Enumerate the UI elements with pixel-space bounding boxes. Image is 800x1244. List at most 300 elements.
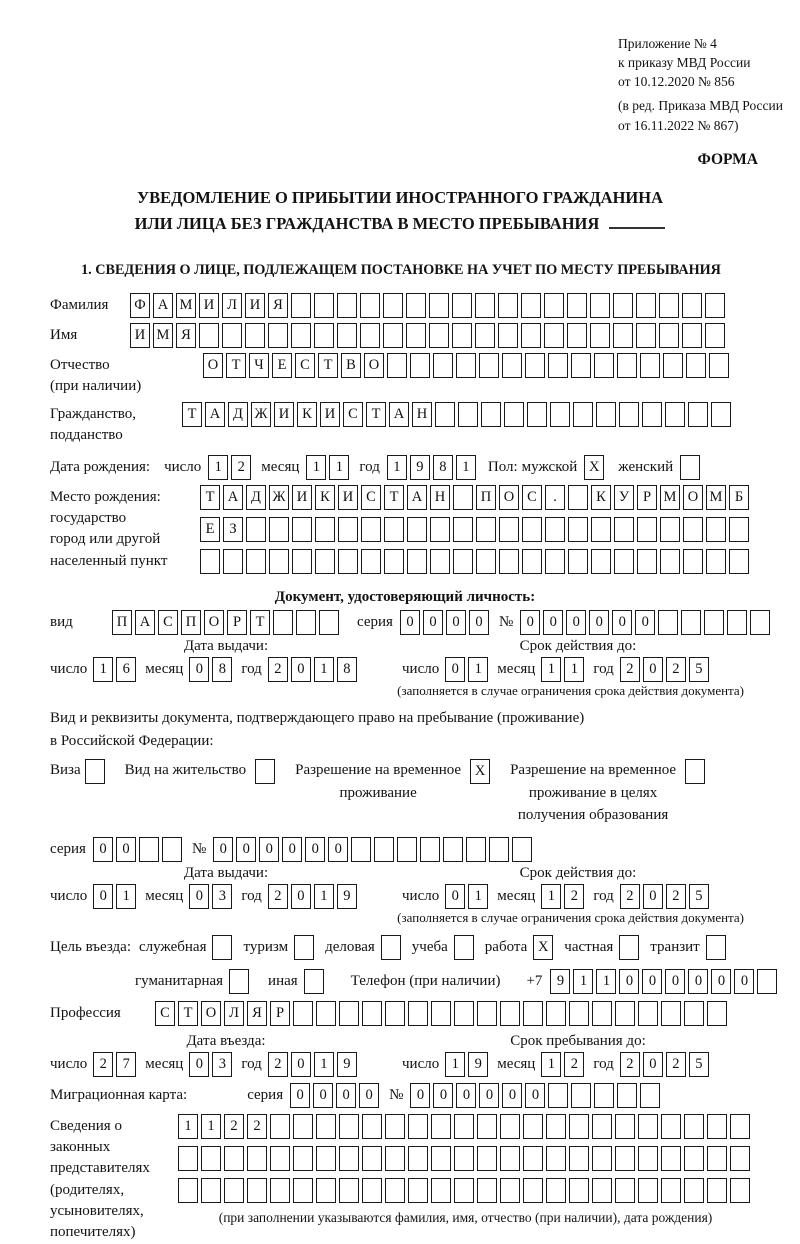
char-cell[interactable]: 0 (313, 1083, 333, 1108)
char-cell[interactable] (452, 293, 472, 318)
char-cell[interactable]: 2 (247, 1114, 267, 1139)
char-cell[interactable]: 0 (282, 837, 302, 862)
char-cell[interactable]: И (245, 293, 265, 318)
char-cell[interactable]: 2 (268, 1052, 288, 1077)
char-cell[interactable]: 2 (666, 1052, 686, 1077)
char-cell[interactable] (546, 1114, 566, 1139)
char-cell[interactable] (245, 323, 265, 348)
char-cell[interactable] (590, 323, 610, 348)
char-cell[interactable]: 2 (231, 455, 251, 480)
char-cell[interactable]: А (135, 610, 155, 635)
char-cell[interactable] (727, 610, 747, 635)
char-cell[interactable] (406, 293, 426, 318)
char-cell[interactable] (178, 1146, 198, 1171)
char-cell[interactable]: М (706, 485, 726, 510)
char-cell[interactable]: Н (430, 485, 450, 510)
identity-issue-month-input[interactable] (189, 657, 235, 682)
char-cell[interactable]: 1 (541, 1052, 561, 1077)
char-cell[interactable] (247, 1178, 267, 1203)
char-cell[interactable] (476, 549, 496, 574)
checkbox-cell[interactable]: X (470, 759, 490, 784)
char-cell[interactable] (571, 353, 591, 378)
purpose-business-checkbox[interactable] (381, 935, 404, 960)
char-cell[interactable] (139, 837, 159, 862)
char-cell[interactable]: Т (384, 485, 404, 510)
char-cell[interactable] (730, 1146, 750, 1171)
char-cell[interactable] (477, 1146, 497, 1171)
char-cell[interactable] (569, 1178, 589, 1203)
stay-day-input[interactable] (445, 1052, 491, 1077)
char-cell[interactable] (453, 517, 473, 542)
char-cell[interactable] (615, 1178, 635, 1203)
char-cell[interactable]: 0 (711, 969, 731, 994)
char-cell[interactable] (706, 549, 726, 574)
char-cell[interactable] (479, 353, 499, 378)
char-cell[interactable] (293, 1114, 313, 1139)
sex-male-checkbox[interactable] (584, 455, 607, 480)
char-cell[interactable] (269, 549, 289, 574)
char-cell[interactable]: 2 (564, 1052, 584, 1077)
char-cell[interactable] (568, 485, 588, 510)
char-cell[interactable] (545, 549, 565, 574)
char-cell[interactable] (431, 1114, 451, 1139)
char-cell[interactable]: У (614, 485, 634, 510)
char-cell[interactable] (178, 1178, 198, 1203)
identity-issue-day-input[interactable] (93, 657, 139, 682)
representatives-input-row1[interactable] (178, 1114, 753, 1139)
char-cell[interactable]: 0 (213, 837, 233, 862)
char-cell[interactable]: 0 (445, 884, 465, 909)
char-cell[interactable] (431, 1001, 451, 1026)
char-cell[interactable]: 0 (479, 1083, 499, 1108)
char-cell[interactable] (730, 1178, 750, 1203)
char-cell[interactable] (361, 517, 381, 542)
char-cell[interactable] (569, 1114, 589, 1139)
char-cell[interactable] (454, 1178, 474, 1203)
char-cell[interactable] (291, 323, 311, 348)
char-cell[interactable] (592, 1178, 612, 1203)
char-cell[interactable]: С (155, 1001, 175, 1026)
char-cell[interactable] (162, 837, 182, 862)
char-cell[interactable]: 9 (337, 884, 357, 909)
char-cell[interactable] (591, 517, 611, 542)
char-cell[interactable] (590, 293, 610, 318)
char-cell[interactable] (430, 549, 450, 574)
char-cell[interactable] (338, 549, 358, 574)
char-cell[interactable] (246, 517, 266, 542)
char-cell[interactable]: 1 (387, 455, 407, 480)
char-cell[interactable]: 0 (446, 610, 466, 635)
char-cell[interactable] (293, 1001, 313, 1026)
char-cell[interactable] (729, 549, 749, 574)
citizenship-input[interactable] (182, 402, 734, 427)
char-cell[interactable] (477, 1114, 497, 1139)
char-cell[interactable] (615, 1001, 635, 1026)
char-cell[interactable] (337, 323, 357, 348)
char-cell[interactable]: 2 (620, 657, 640, 682)
char-cell[interactable] (613, 293, 633, 318)
char-cell[interactable] (591, 549, 611, 574)
char-cell[interactable] (498, 293, 518, 318)
char-cell[interactable] (362, 1178, 382, 1203)
char-cell[interactable]: 0 (189, 884, 209, 909)
char-cell[interactable]: 0 (566, 610, 586, 635)
char-cell[interactable]: 2 (564, 884, 584, 909)
entry-month-input[interactable] (189, 1052, 235, 1077)
birth-place-input-row2[interactable] (200, 517, 752, 542)
char-cell[interactable]: 0 (525, 1083, 545, 1108)
char-cell[interactable]: Д (228, 402, 248, 427)
char-cell[interactable]: Ч (249, 353, 269, 378)
char-cell[interactable] (397, 837, 417, 862)
char-cell[interactable]: 2 (268, 884, 288, 909)
char-cell[interactable] (315, 517, 335, 542)
char-cell[interactable]: Т (182, 402, 202, 427)
checkbox-cell[interactable] (706, 935, 726, 960)
char-cell[interactable]: Т (178, 1001, 198, 1026)
char-cell[interactable] (383, 293, 403, 318)
char-cell[interactable]: 1 (468, 657, 488, 682)
char-cell[interactable]: Я (268, 293, 288, 318)
char-cell[interactable] (707, 1001, 727, 1026)
purpose-humanitarian-checkbox[interactable] (229, 969, 252, 994)
surname-input[interactable] (130, 293, 728, 318)
char-cell[interactable]: 0 (635, 610, 655, 635)
identity-expiry-year-input[interactable] (620, 657, 712, 682)
char-cell[interactable]: Е (272, 353, 292, 378)
char-cell[interactable]: З (223, 517, 243, 542)
char-cell[interactable] (525, 353, 545, 378)
char-cell[interactable]: 9 (550, 969, 570, 994)
char-cell[interactable]: 1 (596, 969, 616, 994)
char-cell[interactable] (339, 1001, 359, 1026)
profession-input[interactable] (155, 1001, 730, 1026)
char-cell[interactable] (407, 549, 427, 574)
char-cell[interactable] (362, 1146, 382, 1171)
char-cell[interactable] (660, 517, 680, 542)
residence-issue-year-input[interactable] (268, 884, 360, 909)
char-cell[interactable] (476, 517, 496, 542)
char-cell[interactable] (594, 1083, 614, 1108)
char-cell[interactable] (273, 610, 293, 635)
char-cell[interactable] (522, 549, 542, 574)
char-cell[interactable] (661, 1001, 681, 1026)
char-cell[interactable]: Н (412, 402, 432, 427)
char-cell[interactable]: 1 (178, 1114, 198, 1139)
char-cell[interactable]: 0 (305, 837, 325, 862)
birth-place-input-row3[interactable] (200, 549, 752, 574)
char-cell[interactable]: С (158, 610, 178, 635)
char-cell[interactable] (546, 1178, 566, 1203)
char-cell[interactable] (453, 485, 473, 510)
char-cell[interactable] (475, 323, 495, 348)
checkbox-cell[interactable]: X (533, 935, 553, 960)
char-cell[interactable]: И (292, 485, 312, 510)
char-cell[interactable]: М (176, 293, 196, 318)
char-cell[interactable] (683, 549, 703, 574)
char-cell[interactable]: 1 (93, 657, 113, 682)
checkbox-cell[interactable] (229, 969, 249, 994)
char-cell[interactable]: Ф (130, 293, 150, 318)
char-cell[interactable]: 0 (734, 969, 754, 994)
phone-input[interactable] (550, 969, 780, 994)
checkbox-cell[interactable] (619, 935, 639, 960)
char-cell[interactable] (319, 610, 339, 635)
char-cell[interactable]: 7 (116, 1052, 136, 1077)
char-cell[interactable]: Я (247, 1001, 267, 1026)
char-cell[interactable] (466, 837, 486, 862)
char-cell[interactable]: С (522, 485, 542, 510)
doc-number-input[interactable] (520, 610, 773, 635)
char-cell[interactable]: 0 (93, 884, 113, 909)
char-cell[interactable]: 1 (314, 884, 334, 909)
char-cell[interactable] (709, 353, 729, 378)
birth-year-input[interactable] (387, 455, 479, 480)
char-cell[interactable]: 3 (212, 1052, 232, 1077)
char-cell[interactable]: Т (366, 402, 386, 427)
char-cell[interactable]: М (153, 323, 173, 348)
char-cell[interactable] (499, 517, 519, 542)
char-cell[interactable]: О (204, 610, 224, 635)
char-cell[interactable] (567, 293, 587, 318)
identity-issue-year-input[interactable] (268, 657, 360, 682)
char-cell[interactable] (362, 1001, 382, 1026)
char-cell[interactable] (269, 517, 289, 542)
char-cell[interactable] (296, 610, 316, 635)
char-cell[interactable] (270, 1114, 290, 1139)
char-cell[interactable] (527, 402, 547, 427)
char-cell[interactable] (408, 1146, 428, 1171)
char-cell[interactable] (408, 1001, 428, 1026)
char-cell[interactable]: 0 (642, 969, 662, 994)
char-cell[interactable]: Т (318, 353, 338, 378)
char-cell[interactable] (360, 293, 380, 318)
char-cell[interactable]: 5 (689, 884, 709, 909)
char-cell[interactable] (360, 323, 380, 348)
purpose-official-checkbox[interactable] (212, 935, 235, 960)
char-cell[interactable]: 0 (688, 969, 708, 994)
char-cell[interactable]: В (341, 353, 361, 378)
char-cell[interactable]: Т (200, 485, 220, 510)
char-cell[interactable] (573, 402, 593, 427)
char-cell[interactable] (592, 1114, 612, 1139)
char-cell[interactable] (408, 1178, 428, 1203)
char-cell[interactable] (499, 549, 519, 574)
char-cell[interactable] (544, 293, 564, 318)
char-cell[interactable] (384, 517, 404, 542)
char-cell[interactable] (663, 353, 683, 378)
char-cell[interactable]: 0 (359, 1083, 379, 1108)
char-cell[interactable]: И (320, 402, 340, 427)
char-cell[interactable] (661, 1178, 681, 1203)
char-cell[interactable] (707, 1146, 727, 1171)
char-cell[interactable] (686, 353, 706, 378)
char-cell[interactable]: 0 (612, 610, 632, 635)
char-cell[interactable]: 6 (116, 657, 136, 682)
char-cell[interactable] (522, 517, 542, 542)
char-cell[interactable] (292, 517, 312, 542)
migration-number-input[interactable] (410, 1083, 663, 1108)
char-cell[interactable]: П (112, 610, 132, 635)
char-cell[interactable]: 5 (689, 657, 709, 682)
char-cell[interactable]: С (361, 485, 381, 510)
char-cell[interactable] (688, 402, 708, 427)
char-cell[interactable]: 0 (643, 657, 663, 682)
char-cell[interactable]: 0 (400, 610, 420, 635)
char-cell[interactable] (385, 1146, 405, 1171)
char-cell[interactable]: 0 (456, 1083, 476, 1108)
char-cell[interactable] (546, 1001, 566, 1026)
entry-year-input[interactable] (268, 1052, 360, 1077)
char-cell[interactable]: 2 (620, 1052, 640, 1077)
char-cell[interactable] (223, 549, 243, 574)
char-cell[interactable]: 2 (93, 1052, 113, 1077)
char-cell[interactable]: Я (176, 323, 196, 348)
char-cell[interactable] (500, 1001, 520, 1026)
char-cell[interactable] (435, 402, 455, 427)
char-cell[interactable] (270, 1146, 290, 1171)
char-cell[interactable] (339, 1178, 359, 1203)
char-cell[interactable] (351, 837, 371, 862)
char-cell[interactable]: 0 (116, 837, 136, 862)
sex-female-checkbox[interactable] (680, 455, 703, 480)
char-cell[interactable]: 0 (336, 1083, 356, 1108)
char-cell[interactable] (481, 402, 501, 427)
char-cell[interactable]: А (407, 485, 427, 510)
char-cell[interactable] (638, 1114, 658, 1139)
char-cell[interactable]: 0 (259, 837, 279, 862)
char-cell[interactable]: 1 (306, 455, 326, 480)
char-cell[interactable]: Ж (269, 485, 289, 510)
identity-expiry-month-input[interactable] (541, 657, 587, 682)
char-cell[interactable] (638, 1178, 658, 1203)
char-cell[interactable]: 0 (291, 657, 311, 682)
char-cell[interactable] (429, 293, 449, 318)
char-cell[interactable] (661, 1114, 681, 1139)
char-cell[interactable]: 2 (268, 657, 288, 682)
char-cell[interactable]: С (295, 353, 315, 378)
purpose-transit-checkbox[interactable] (706, 935, 729, 960)
char-cell[interactable]: 2 (666, 657, 686, 682)
char-cell[interactable]: К (591, 485, 611, 510)
char-cell[interactable] (614, 517, 634, 542)
char-cell[interactable] (224, 1146, 244, 1171)
purpose-study-checkbox[interactable] (454, 935, 477, 960)
representatives-input-row2[interactable] (178, 1146, 753, 1171)
char-cell[interactable]: 0 (502, 1083, 522, 1108)
char-cell[interactable] (665, 402, 685, 427)
char-cell[interactable]: О (201, 1001, 221, 1026)
char-cell[interactable]: 0 (189, 1052, 209, 1077)
char-cell[interactable]: А (223, 485, 243, 510)
char-cell[interactable]: 1 (468, 884, 488, 909)
char-cell[interactable]: М (660, 485, 680, 510)
entry-day-input[interactable] (93, 1052, 139, 1077)
birth-place-input-row1[interactable] (200, 485, 752, 510)
char-cell[interactable] (387, 353, 407, 378)
char-cell[interactable] (568, 549, 588, 574)
char-cell[interactable]: С (343, 402, 363, 427)
char-cell[interactable] (477, 1178, 497, 1203)
char-cell[interactable] (385, 1178, 405, 1203)
doc-series-input[interactable] (400, 610, 492, 635)
char-cell[interactable] (477, 1001, 497, 1026)
char-cell[interactable] (293, 1178, 313, 1203)
char-cell[interactable]: 0 (189, 657, 209, 682)
char-cell[interactable]: 9 (337, 1052, 357, 1077)
char-cell[interactable] (707, 1178, 727, 1203)
char-cell[interactable] (410, 353, 430, 378)
char-cell[interactable]: О (683, 485, 703, 510)
char-cell[interactable]: 1 (329, 455, 349, 480)
char-cell[interactable]: О (203, 353, 223, 378)
char-cell[interactable]: Л (224, 1001, 244, 1026)
residence-issue-month-input[interactable] (189, 884, 235, 909)
char-cell[interactable] (548, 1083, 568, 1108)
char-cell[interactable] (453, 549, 473, 574)
char-cell[interactable]: 9 (468, 1052, 488, 1077)
char-cell[interactable]: 1 (564, 657, 584, 682)
char-cell[interactable] (246, 549, 266, 574)
checkbox-cell[interactable] (381, 935, 401, 960)
char-cell[interactable] (512, 837, 532, 862)
char-cell[interactable] (383, 323, 403, 348)
char-cell[interactable]: 0 (423, 610, 443, 635)
char-cell[interactable]: 0 (619, 969, 639, 994)
char-cell[interactable]: 0 (543, 610, 563, 635)
char-cell[interactable] (454, 1001, 474, 1026)
char-cell[interactable] (430, 517, 450, 542)
checkbox-cell[interactable] (294, 935, 314, 960)
char-cell[interactable]: А (389, 402, 409, 427)
char-cell[interactable]: К (315, 485, 335, 510)
char-cell[interactable] (659, 293, 679, 318)
stay-year-input[interactable] (620, 1052, 712, 1077)
char-cell[interactable] (316, 1178, 336, 1203)
char-cell[interactable] (569, 1146, 589, 1171)
char-cell[interactable] (475, 293, 495, 318)
char-cell[interactable] (729, 517, 749, 542)
birth-day-input[interactable] (208, 455, 254, 480)
char-cell[interactable]: 1 (541, 884, 561, 909)
char-cell[interactable]: Л (222, 293, 242, 318)
residence-expiry-day-input[interactable] (445, 884, 491, 909)
char-cell[interactable] (615, 1146, 635, 1171)
char-cell[interactable] (384, 549, 404, 574)
char-cell[interactable]: 0 (589, 610, 609, 635)
char-cell[interactable]: 0 (328, 837, 348, 862)
char-cell[interactable] (523, 1001, 543, 1026)
char-cell[interactable] (407, 517, 427, 542)
char-cell[interactable]: 1 (314, 1052, 334, 1077)
char-cell[interactable]: Р (227, 610, 247, 635)
char-cell[interactable] (498, 323, 518, 348)
char-cell[interactable] (636, 323, 656, 348)
char-cell[interactable] (661, 1146, 681, 1171)
char-cell[interactable] (433, 353, 453, 378)
char-cell[interactable] (642, 402, 662, 427)
char-cell[interactable] (338, 517, 358, 542)
checkbox-cell[interactable] (304, 969, 324, 994)
char-cell[interactable]: 1 (116, 884, 136, 909)
char-cell[interactable] (314, 293, 334, 318)
char-cell[interactable] (291, 293, 311, 318)
char-cell[interactable] (592, 1001, 612, 1026)
char-cell[interactable] (638, 1146, 658, 1171)
migration-series-input[interactable] (290, 1083, 382, 1108)
char-cell[interactable] (640, 1083, 660, 1108)
char-cell[interactable] (523, 1178, 543, 1203)
